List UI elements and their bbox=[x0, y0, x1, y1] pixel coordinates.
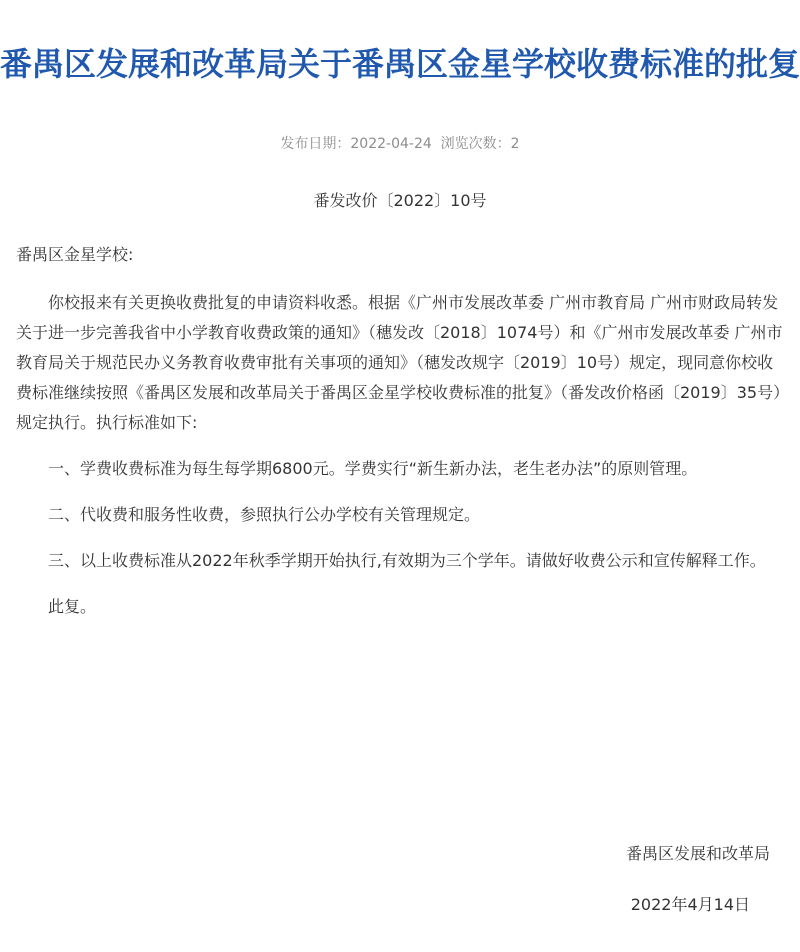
view-count-label: 浏览次数： bbox=[440, 136, 511, 152]
document-number: 番发改价〔2022〕10号 bbox=[313, 191, 487, 210]
body-paragraph-main: 你校报来有关更换收费批复的申请资料收悉。根据《广州市发展改革委 广州市教育局 广州市财政局转发关于进一步完善我省中小学教育收费政策的通知》（穗发改〔2018〕1074号）和《广州市发展改革委 广州市教育局关于规范民办义务教育收费审批有关事项的通知》（穗发改规字〔2019〕10号）规定，现同意你校收费标准继续按照《番禺区发展和改革局关于番禺区金星学校收费标准的批复》（番发改价格函〔2019〕35号）规定执行。执行标准如下: bbox=[16, 293, 783, 432]
addressee: 番禺区金星学校: bbox=[16, 245, 134, 264]
closing-remark: 此复。 bbox=[48, 597, 97, 616]
body-item-1: 一、学费收费标准为每生每学期6800元。学费实行“新生新办法，老生老办法”的原则管理。 bbox=[48, 459, 698, 478]
body-item-2: 二、代收费和服务性收费，参照执行公办学校有关管理规定。 bbox=[48, 505, 481, 524]
issuing-authority: 番禺区发展和改革局 bbox=[625, 844, 770, 863]
document-body bbox=[16, 240, 784, 622]
issue-date: 2022年4月14日 bbox=[630, 895, 750, 914]
publish-date: 2022-04-24 bbox=[350, 136, 432, 152]
publish-date-label: 发布日期： bbox=[280, 136, 351, 152]
article-meta bbox=[0, 134, 800, 154]
document-title: 番禺区发展和改革局关于番禺区金星学校收费标准的批复 bbox=[0, 45, 800, 84]
view-count: 2 bbox=[510, 136, 520, 152]
body-item-3: 三、以上收费标准从2022年秋季学期开始执行,有效期为三个学年。请做好收费公示和宣传解释工作。 bbox=[48, 551, 766, 570]
